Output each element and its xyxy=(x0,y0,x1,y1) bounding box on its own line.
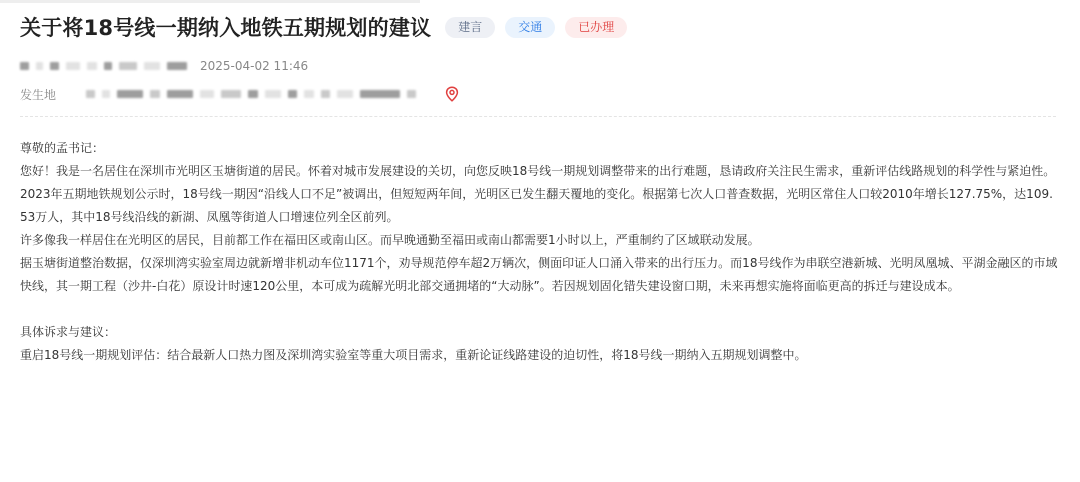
redacted-location xyxy=(86,90,423,98)
body-paragraph: 您好！我是一名居住在深圳市光明区玉塘街道的居民。怀着对城市发展建设的关切，向您反映18号线一期规划调整带来的出行难题，恳请政府关注民生需求，重新评估线路规划的科学性与紧迫性。 xyxy=(20,164,1056,178)
domain-tag: 交通 xyxy=(505,17,555,38)
location-label: 发生地 xyxy=(20,87,57,102)
title-row xyxy=(20,10,627,44)
post-time: 2025-04-02 11:46 xyxy=(200,59,309,73)
topic-tag: 建言 xyxy=(445,17,495,38)
page-title: 关于将18号线一期纳入地铁五期规划的建议 xyxy=(20,16,432,40)
body-paragraph: 许多像我一样居住在光明区的居民，目前都工作在福田区或南山区。而早晚通勤至福田或南山都需要1小时以上，严重制约了区域联动发展。 xyxy=(20,233,760,247)
location-row xyxy=(20,84,459,104)
divider xyxy=(20,116,1056,117)
petition-detail xyxy=(20,0,1058,482)
request-text: 重启18号线一期规划评估：结合最新人口热力图及深圳湾实验室等重大项目需求，重新论证线路建设的迫切性，将18号线一期纳入五期规划调整中。 xyxy=(20,348,807,362)
request-heading: 具体诉求与建议： xyxy=(20,325,117,339)
redacted-author xyxy=(20,62,194,70)
body-paragraph: 2023年五期地铁规划公示时，18号线一期因“沿线人口不足”被调出，但短短两年间，光明区已发生翻天覆地的变化。根据第七次人口普查数据，光明区常住人口较2010年增长127.75%，达109.53万人，其中18号线沿线的新湖、凤凰等街道人口增速位列全区前列。 xyxy=(20,187,1053,224)
tag-group xyxy=(445,17,627,38)
map-pin-icon[interactable] xyxy=(445,86,459,102)
body-paragraph: 据玉塘街道整治数据，仅深圳湾实验室周边就新增非机动车位1171个，劝导规范停车超2万辆次，侧面印证人口涌入带来的出行压力。而18号线作为串联空港新城、光明凤凰城、平湖金融区的市域快线，其一期工程（沙井-白花）原设计时速120公里，本可成为疏解光明北部交通拥堵的“大动脉”。若因规划固化错失建设窗口期，未来再想实施将面临更高的拆迁与建设成本。 xyxy=(20,256,1058,293)
status-badge: 已办理 xyxy=(565,17,627,38)
salutation: 尊敬的孟书记： xyxy=(20,141,105,155)
petition-body xyxy=(20,137,1058,367)
author-time-row xyxy=(20,57,308,75)
